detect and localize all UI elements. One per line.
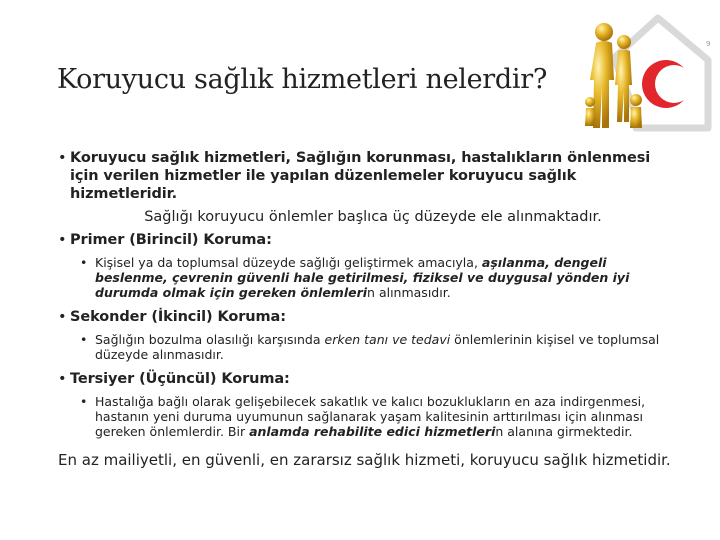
family-house-crescent-icon	[574, 10, 714, 138]
secondary-heading: Sekonder (İkincil) Koruma:	[70, 309, 286, 325]
secondary-text-emphasis: erken tanı ve tedavi	[324, 332, 451, 347]
tertiary-text-end: n alanına girmektedir.	[495, 424, 633, 439]
slide-title: Koruyucu sağlık hizmetleri nelerdir?	[57, 64, 547, 95]
primary-bullet	[58, 231, 676, 249]
primary-text-end: n alınmasıdır.	[367, 285, 451, 300]
slide-body	[58, 149, 676, 469]
primary-sub-bullet	[80, 255, 676, 300]
secondary-text-plain: Sağlığın bozulma olasılığı karşısında	[95, 332, 325, 347]
red-crescent-icon	[642, 60, 693, 108]
secondary-sub-bullet	[80, 332, 676, 362]
secondary-bullet	[58, 308, 676, 326]
secondary-text-end: önlemlerinin kişisel ve toplumsal düzeyde alınmasıdır.	[95, 332, 660, 362]
slide-number: 9	[706, 40, 711, 48]
tertiary-text-emphasis: anlamda rehabilite edici hizmetleri	[249, 424, 496, 439]
primary-text-emphasis: aşılanma, dengeli beslenme, çevrenin güvenli hale getirilmesi, fiziksel ve duygusal yönden iyi durumda olmak için gereken önlemleri	[95, 255, 630, 300]
tertiary-sub-bullet	[80, 394, 676, 439]
tertiary-bullet	[58, 370, 676, 388]
intro-bullet	[58, 149, 676, 203]
intro-text: Koruyucu sağlık hizmetleri, Sağlığın korunması, hastalıkların önlenmesi için verilen hizmetler ile yapılan düzenlemeler koruyucu sağlık hizmetleridir.	[70, 150, 651, 202]
closing-statement: En az mailiyetli, en güvenli, en zararsız sağlık hizmeti, koruyucu sağlık hizmetidir.	[58, 451, 671, 469]
levels-note: Sağlığı koruyucu önlemler başlıca üç düzeyde ele alınmaktadır.	[144, 209, 602, 225]
tertiary-text-plain: Hastalığa bağlı olarak gelişebilecek sakatlık ve kalıcı bozuklukların en aza indirgenmesi, hastanın yeni duruma uyumunun sağlanarak yaşam kalitesinin arttırılması için alınması gereken önlemlerdir. Bir	[95, 394, 646, 439]
primary-heading: Primer (Birincil) Koruma:	[70, 232, 272, 248]
tertiary-heading: Tersiyer (Üçüncül) Koruma:	[70, 371, 290, 387]
primary-text-plain: Kişisel ya da toplumsal düzeyde sağlığı geliştirmek amacıyla,	[95, 255, 482, 270]
